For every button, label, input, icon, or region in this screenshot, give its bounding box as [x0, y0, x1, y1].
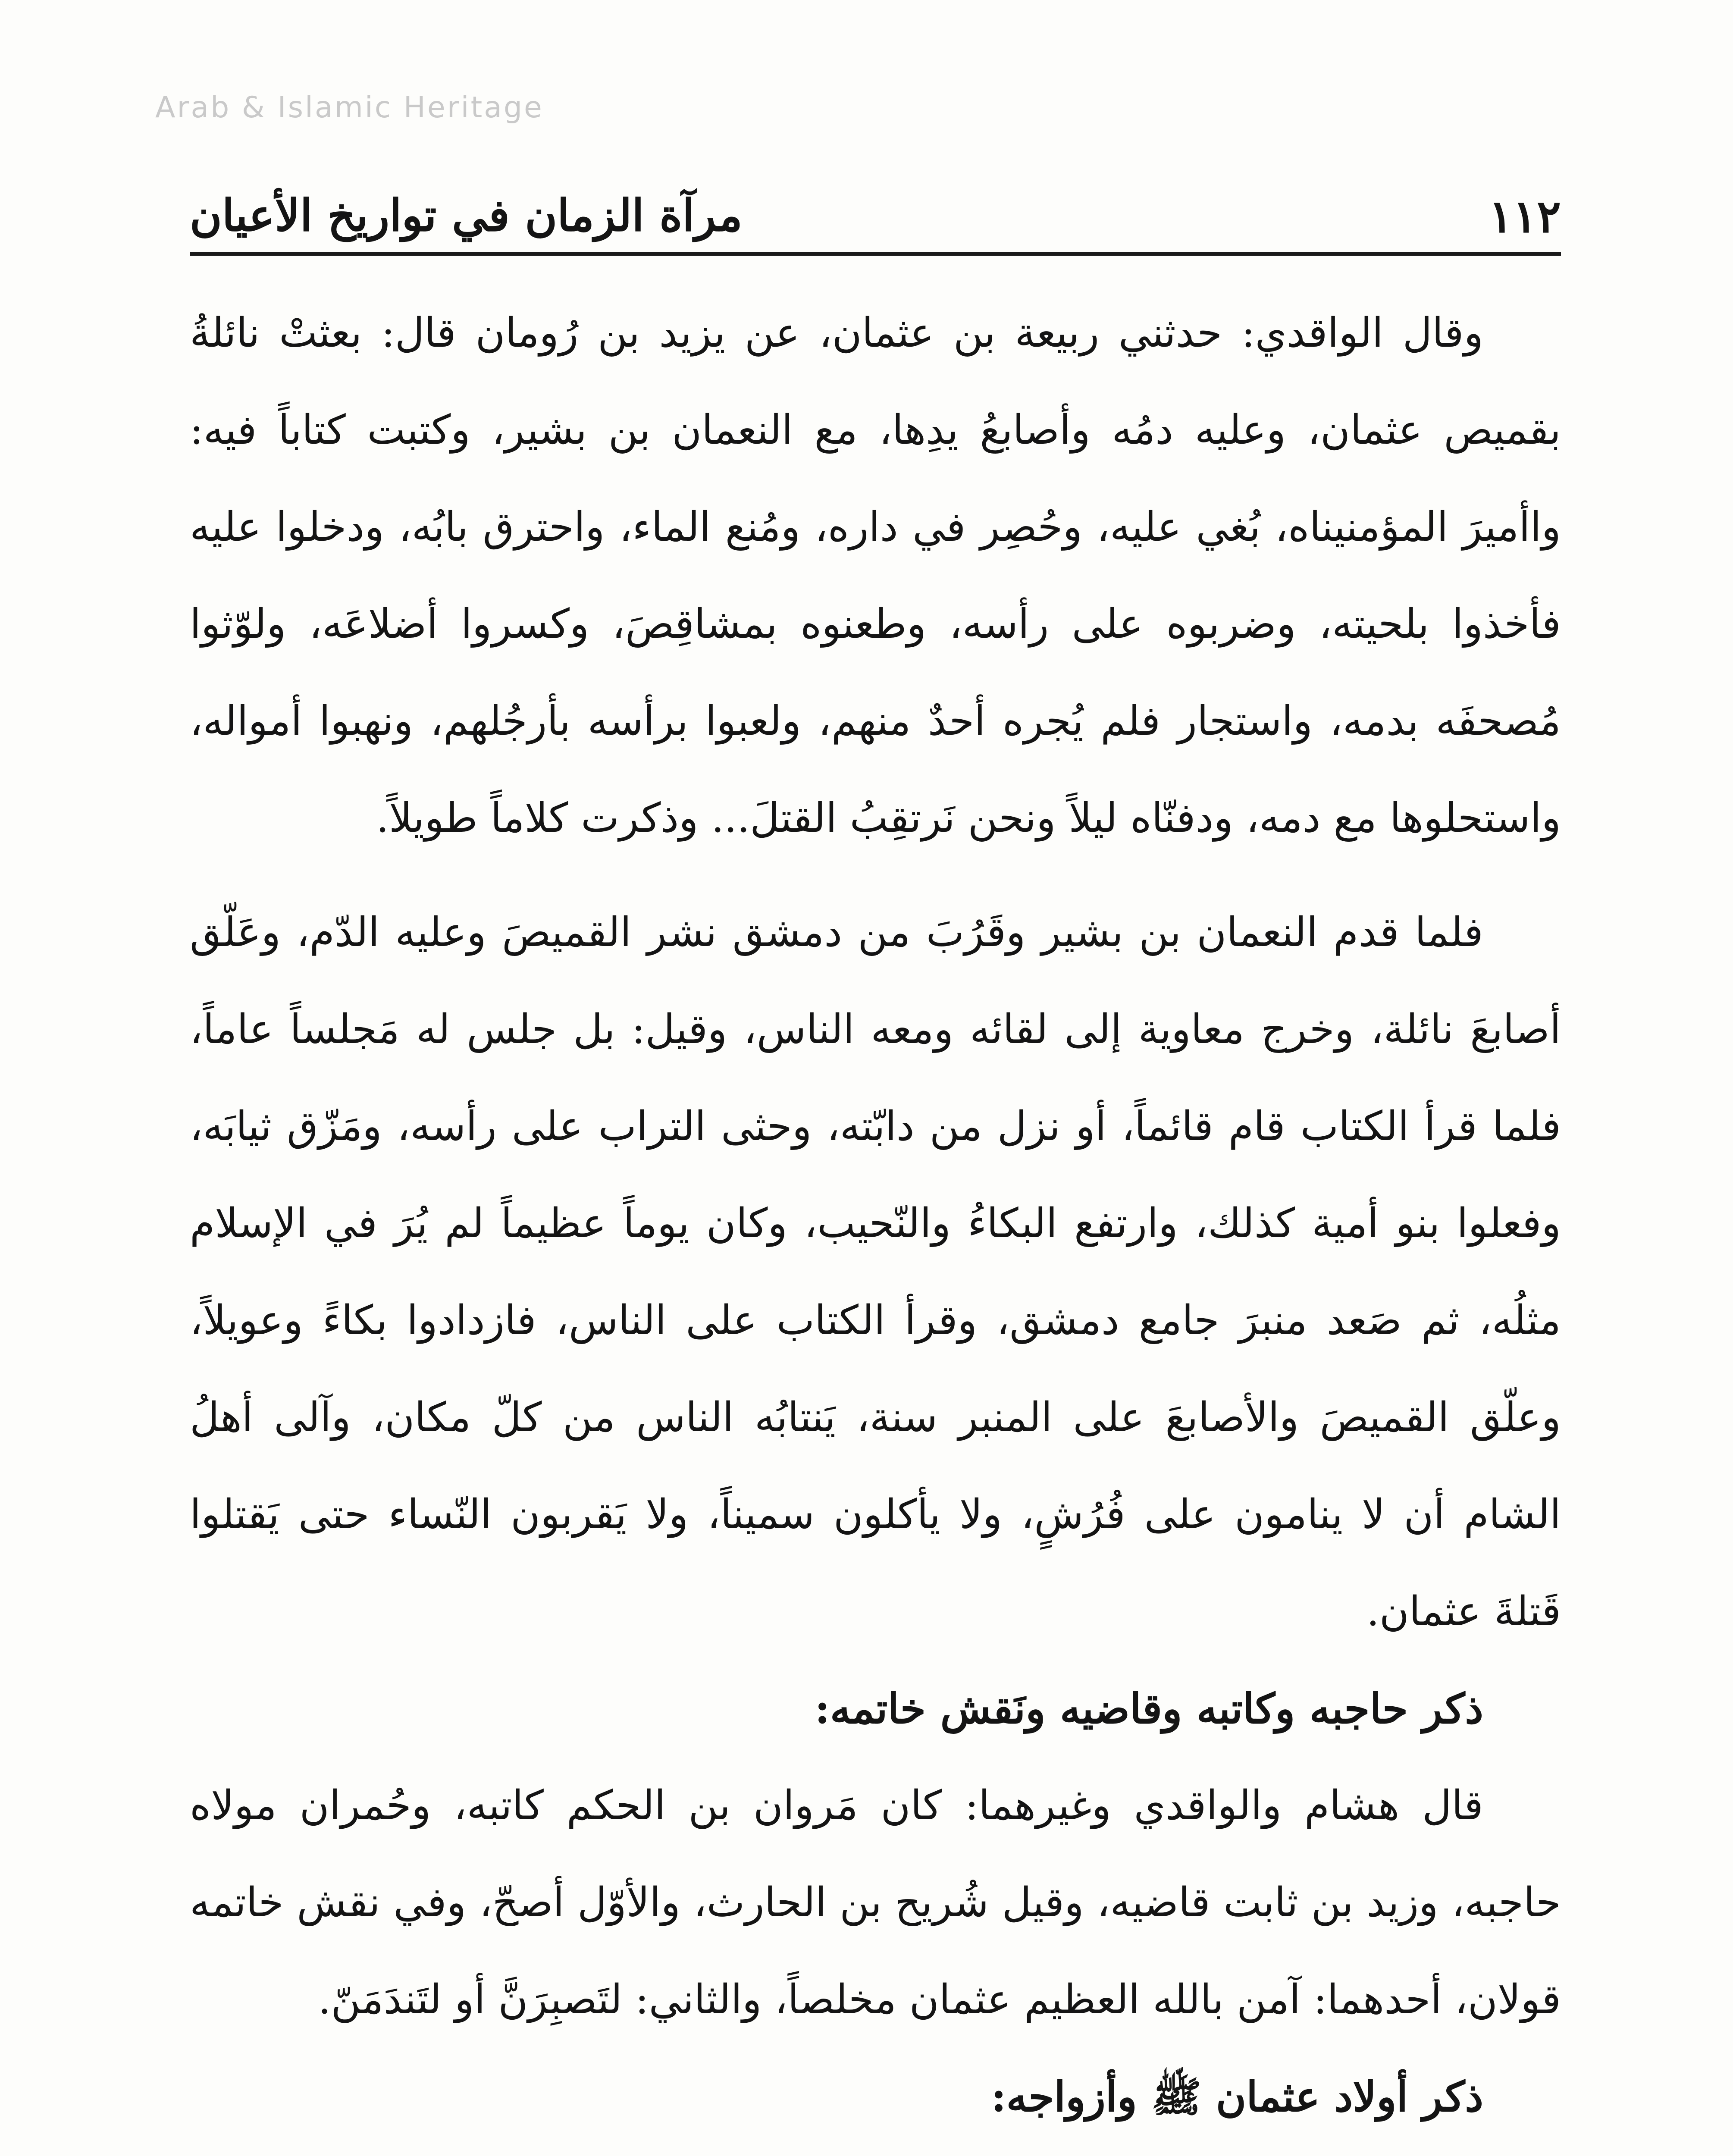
- page-number: ١١٢: [1489, 190, 1561, 243]
- paragraph-officials: قال هشام والواقدي وغيرهما: كان مَروان بن الحكم كاتبه، وحُمران مولاه حاجبه، وزيد بن ثابت قاضيه، وقيل شُريح بن الحارث، والأوّل أصحّ، وفي نقش خاتمه قولان، أحدهما: آمن بالله العظيم عثمان مخلصاً، والثاني: لتَصبِرَنَّ أو لتَندَمَنّ.: [190, 1782, 1561, 2023]
- paragraph-children-sources: [190, 2145, 1561, 2156]
- book-title: مرآة الزمان في تواريخ الأعيان: [190, 190, 743, 241]
- header-rule: [190, 252, 1561, 256]
- section-heading-officials: ذكر حاجبه وكاتبه وقاضيه ونَقش خاتمه:: [815, 1684, 1483, 1733]
- running-header: [190, 172, 1561, 259]
- paragraph-gap: [190, 867, 1561, 884]
- section-heading-children: ذكر أولاد عثمان ﷺ وأزواجه:: [991, 2072, 1483, 2121]
- bleed-through-text: Arab & Islamic Heritage: [155, 91, 544, 125]
- paragraph-waqidi-narration: وقال الواقدي: حدثني ربيعة بن عثمان، عن يزيد بن رُومان قال: بعثتْ نائلةُ بقميص عثمان، وعليه دمُه وأصابعُ يدِها، مع النعمان بن بشير، وكتبت كتاباً فيه: واأميرَ المؤمنيناه، بُغي عليه، وحُصِر في داره، ومُنع الماء، واحترق بابُه، ودخلوا عليه فأخذوا بلحيته، وضربوه على رأسه، وطعنوه بمشاقِصَ، وكسروا أضلاعَه، ولوّثوا مُصحفَه بدمه، واستجار فلم يُجره أحدٌ منهم، ولعبوا برأسه بأرجُلهم، ونهبوا أمواله، واستحلوها مع دمه، ودفنّاه ليلاً ونحن نَرتقِبُ القتلَ... وذكرت كلاماً طويلاً.: [190, 310, 1561, 842]
- paragraph-nuuman-arrival: فلما قدم النعمان بن بشير وقَرُبَ من دمشق نشر القميصَ وعليه الدّم، وعَلّق أصابعَ نائلة، وخرج معاوية إلى لقائه ومعه الناس، وقيل: بل جلس له مَجلساً عاماً، فلما قرأ الكتاب قام قائماً، أو نزل من دابّته، وحثى التراب على رأسه، ومَزّق ثيابَه، وفعلوا بنو أمية كذلك، وارتفع البكاءُ والنّحيب، وكان يوماً عظيماً لم يُرَ في الإسلام مثلُه، ثم صَعد منبرَ جامع دمشق، وقرأ الكتاب على الناس، فازدادوا بكاءً وعويلاً، وعلّق القميصَ والأصابعَ على المنبر سنة، يَنتابُه الناس من كلّ مكان، وآلى أهلُ الشام أن لا ينامون على فُرُشٍ، ولا يأكلون سميناً، ولا يَقربون النّساء حتى يَقتلوا قَتلةَ عثمان.: [190, 909, 1561, 1635]
- main-text: [190, 285, 1561, 2156]
